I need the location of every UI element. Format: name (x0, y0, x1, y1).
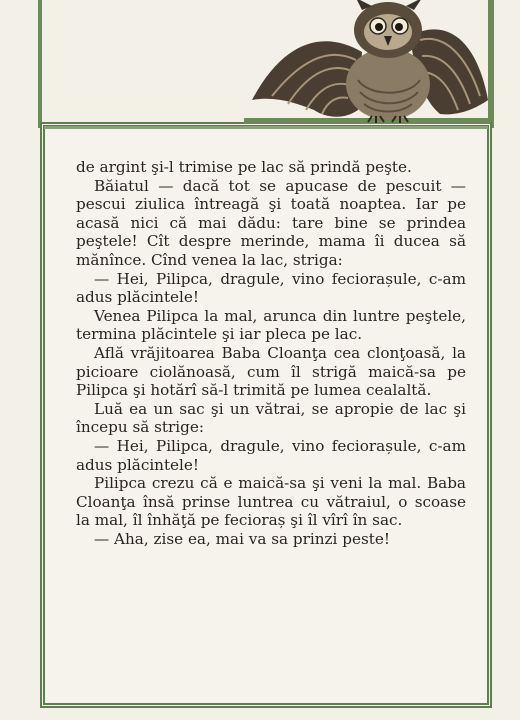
frame-left-border (38, 0, 42, 128)
paragraph: — Aha, zise ea, mai va sa prinzi peste! (94, 529, 390, 548)
paragraph: Pilipca crezu că e maică-sa şi veni la mal. Baba Cloanţa însă prinse luntrea cu vătraiul, o scoase la mal, îl înhăţă pe fecioraș şi îl vîrî în sac. (76, 474, 466, 530)
paragraph: de argint şi-l trimise pe lac să prindă peşte. (76, 158, 412, 176)
paragraph: Venea Pilipca la mal, arunca din luntre peştele, termina plăcintele şi iar pleca pe lac. (76, 306, 466, 344)
story-text (76, 158, 466, 548)
paragraph: Băiatul — dacă tot se apucase de pescuit — pescui ziulica întreagă şi toată noaptea. Iar pe acasă nici că mai dădu: tare bine se prindea peştele! Cît despre merinde, mama îi ducea să mănînce. Cînd venea la lac, striga: (76, 176, 466, 269)
paragraph: Luă ea un sac şi un vătrai, se apropie de lac şi începu să strige: (76, 399, 466, 437)
paragraph: — Hei, Pilipca, dragule, vino feciorașule, c-am adus plăcintele! (76, 436, 466, 474)
owl-illustration-icon (244, 0, 490, 132)
paragraph: — Hei, Pilipca, dragule, vino feciorașule, c-am adus plăcintele! (76, 269, 466, 307)
paragraph: Află vrăjitoarea Baba Cloanţa cea clonţoasă, la picioare ciolănoasă, cum îl strigă maică-sa pe Pilipca şi hotărî să-l trimită pe lumea cealaltă. (76, 343, 466, 400)
